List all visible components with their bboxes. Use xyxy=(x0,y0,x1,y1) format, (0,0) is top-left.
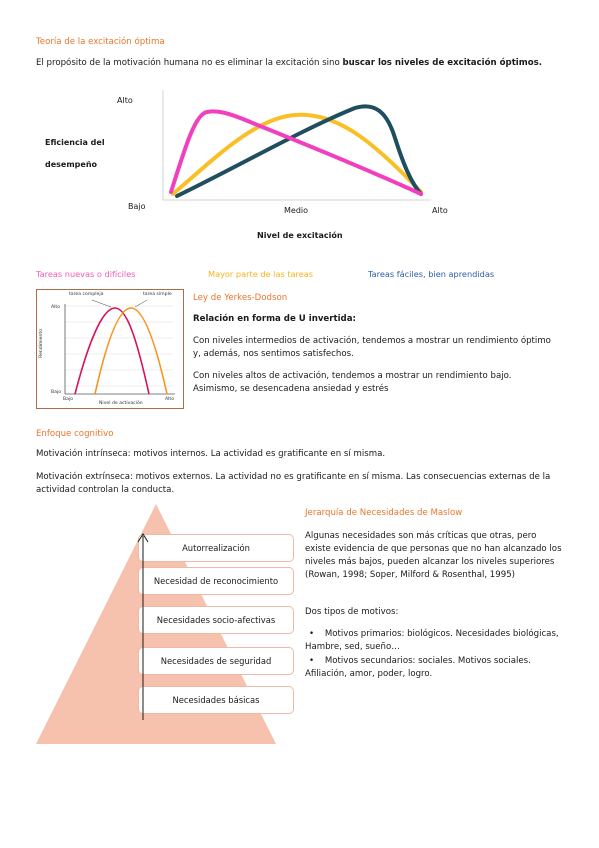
maslow-motive-types: Dos tipos de motivos: xyxy=(305,607,399,617)
chart1-x-mid-label: Medio xyxy=(284,206,309,215)
bullet-text: Motivos primarios: biológicos. Necesidades biológicas, Hambre, sed, sueño… xyxy=(305,629,559,652)
pyramid-level: Necesidades básicas xyxy=(138,686,294,714)
pyramid-level: Necesidad de reconocimiento xyxy=(138,567,294,595)
chart2-x-high: Alto xyxy=(165,397,175,402)
intro-bold-text: buscar los niveles de excitación óptimos. xyxy=(342,58,542,68)
chart-legend xyxy=(36,269,576,283)
most-tasks-curve xyxy=(173,115,421,194)
easy-tasks-curve xyxy=(177,106,421,196)
section-title-optimal-arousal: Teoría de la excitación óptima xyxy=(36,37,165,47)
maslow-bullet-item xyxy=(305,628,565,654)
chart2-label-complex: tarea compleja xyxy=(69,292,104,297)
bullet-icon: • xyxy=(309,629,317,639)
yerkes-title: Ley de Yerkes-Dodson xyxy=(193,293,288,303)
chart2-y-axis-label: Rendimiento xyxy=(39,328,44,358)
chart2-x-low: Bajo xyxy=(63,397,74,402)
chart1-y-low-label: Bajo xyxy=(128,202,146,211)
cognitive-intrinsic: Motivación intrínseca: motivos internos. La actividad es gratificante en sí misma. xyxy=(36,449,386,459)
yerkes-paragraph-2: Con niveles altos de activación, tendemos a mostrar un rendimiento bajo. Asimismo, se desencadena ansiedad y estrés xyxy=(193,371,512,394)
arousal-performance-chart xyxy=(155,88,445,208)
chart1-y-label-line2: desempeño xyxy=(45,160,98,169)
maslow-bullet-item xyxy=(305,655,565,681)
bullet-text: Motivos secundarios: sociales. Motivos sociales. Afiliación, amor, poder, logro. xyxy=(305,656,531,679)
chart2-y-low: Bajo xyxy=(51,390,62,395)
legend-easy-tasks: Tareas fáciles, bien aprendidas xyxy=(368,269,495,279)
simple-task-curve xyxy=(95,308,167,394)
chart1-x-high-label: Alto xyxy=(432,206,448,215)
chart2-y-high: Alto xyxy=(51,305,61,310)
yerkes-dodson-figure xyxy=(36,289,184,409)
maslow-bullet-list xyxy=(305,628,565,682)
chart2-x-axis-label: Nivel de activación xyxy=(99,401,143,406)
intro-paragraph xyxy=(36,57,556,70)
cognitive-title: Enfoque cognitivo xyxy=(36,429,114,439)
legend-most-tasks: Mayor parte de las tareas xyxy=(208,269,314,279)
ascending-arrow-icon xyxy=(136,530,150,722)
yerkes-subtitle: Relación en forma de U invertida: xyxy=(193,314,356,324)
cognitive-extrinsic: Motivación extrínseca: motivos externos. La actividad no es gratificante en sí misma. Las consecuencias externas de la actividad controlan la conducta. xyxy=(36,472,551,495)
legend-new-difficult: Tareas nuevas o difíciles xyxy=(36,269,136,279)
maslow-paragraph: Algunas necesidades son más críticas que otras, pero existe evidencia de que personas que no han alcanzado los niveles más bajos, pueden alcanzar los niveles superiores (Rowan, 1998; Soper, Milford & Rosenthal, 1995) xyxy=(305,531,562,580)
pyramid-level: Necesidades socio-afectivas xyxy=(138,606,294,634)
complex-task-curve xyxy=(75,308,149,394)
maslow-title: Jerarquía de Necesidades de Maslow xyxy=(305,508,463,518)
pyramid-level: Autorrealización xyxy=(138,534,294,562)
chart1-y-label-line1: Eficiencia del xyxy=(45,138,105,147)
chart1-y-high-label: Alto xyxy=(117,96,133,105)
yerkes-paragraph-1: Con niveles intermedios de activación, tendemos a mostrar un rendimiento óptimo y, además, nos sentimos satisfechos. xyxy=(193,336,551,359)
intro-plain-text: El propósito de la motivación humana no es eliminar la excitación sino xyxy=(36,58,343,68)
chart1-x-title: Nivel de excitación xyxy=(257,231,343,240)
pyramid-level: Necesidades de seguridad xyxy=(138,647,294,675)
bullet-icon: • xyxy=(309,656,317,666)
chart2-label-simple: tarea simple xyxy=(143,292,172,297)
